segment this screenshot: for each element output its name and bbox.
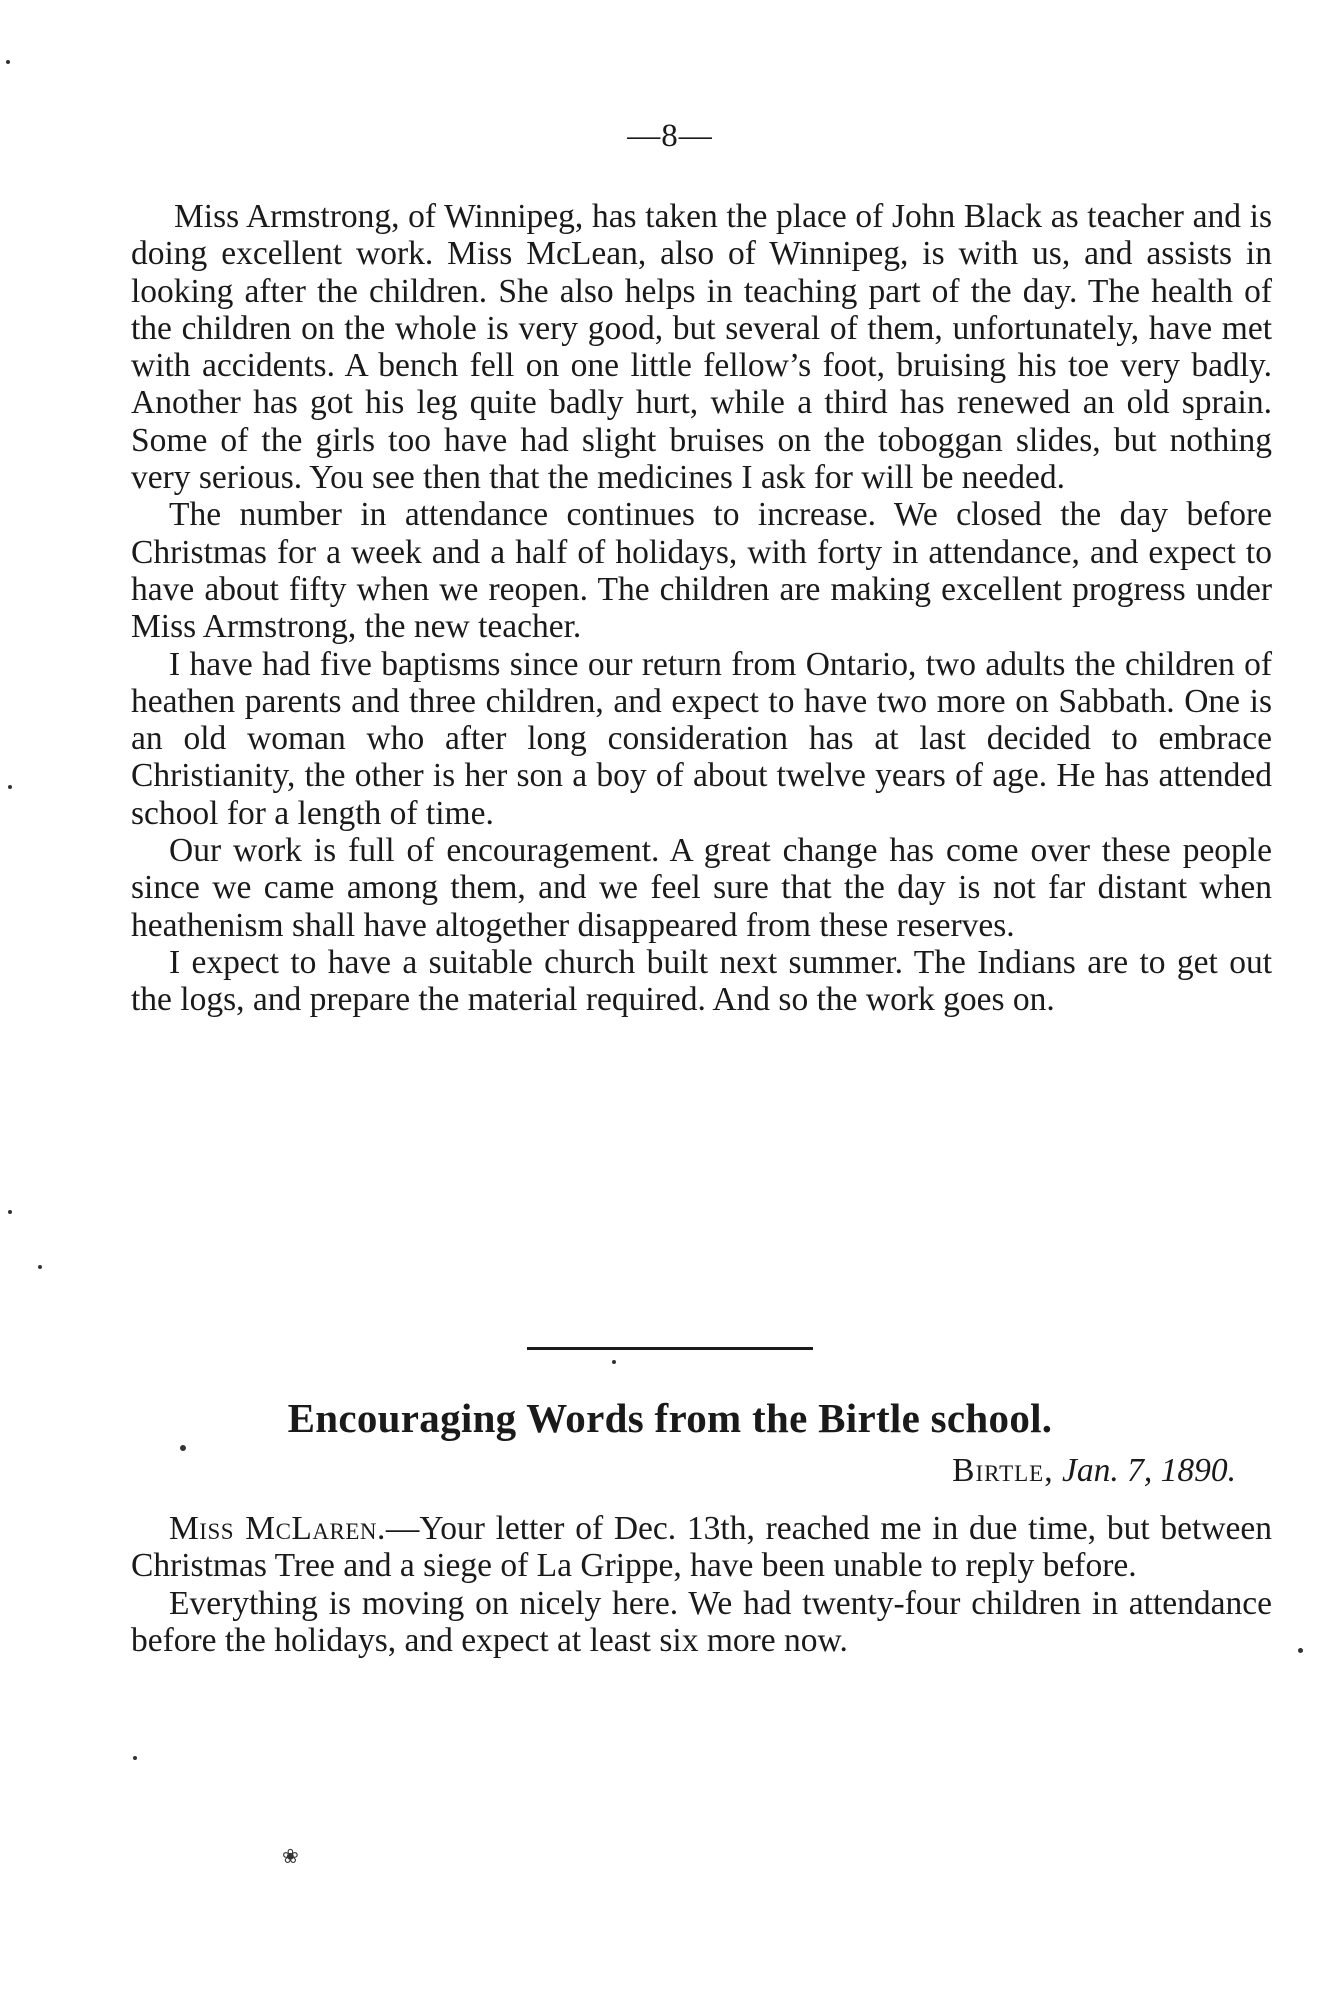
paragraph: Everything is moving on nicely here. We had twenty-four children in attendance before the holidays, and expect at least six more now. [131,1584,1272,1659]
paragraph: Our work is full of encouragement. A great change has come over these people since we came among them, and we feel sure that the day is not far distant when heathenism shall have altogether disappeared from these reserves. [131,832,1272,944]
page-number: —8— [627,118,713,154]
print-speck [612,1360,616,1364]
salutation: Miss McLaren. [169,1510,386,1547]
paragraph: Miss Armstrong, of Winnipeg, has taken the place of John Black as teacher and is doing excellent work. Miss McLean, also of Winnipeg, is with us, and assists in looking after the children. She also helps in teaching part of the day. The health of the children on the whole is very good, but several of them, unfortunately, have met with accidents. A bench fell on one little fellow’s foot, bruising his toe very badly. Another has got his leg quite badly hurt, while a third has renewed an old sprain. Some of the girls too have had slight bruises on the toboggan slides, but nothing very serious. You see then that the medicines I ask for will be needed. [131,198,1272,497]
print-speck [1298,1648,1303,1653]
print-speck [38,1265,42,1269]
section-heading: Encouraging Words from the Birtle school. [287,1395,1053,1441]
print-speck [8,785,12,789]
dateline-date: Jan. 7, 1890. [1062,1452,1236,1489]
print-speck [6,60,10,64]
paragraph-text: —Your letter of Dec. 13th, reached me in due time, but between Christmas Tree and a siege of La Grippe, have been unable to reply before. [131,1510,1272,1585]
letter-body [131,1510,1272,1659]
print-speck [8,1210,12,1214]
section-divider [527,1347,813,1350]
letter-body [131,198,1272,1019]
print-speck [180,1445,186,1451]
paragraph: I expect to have a suitable church built next summer. The Indians are to get out the logs, and prepare the material required. And so the work goes on. [131,943,1272,1019]
dateline-place: Birtle, [952,1452,1054,1489]
paragraph [131,1510,1272,1585]
printer-ornament: ❀ [282,1846,299,1868]
paragraph: I have had five baptisms since our return from Ontario, two adults the children of heathen parents and three children, and expect to have two more on Sabbath. One is an old woman who after long consideration has at last decided to embrace Christianity, the other is her son a boy of about twelve years of age. He has attended school for a length of time. [131,645,1272,832]
paragraph: The number in attendance continues to increase. We closed the day before Christmas for a week and a half of holidays, with forty in attendance, and expect to have about fifty when we reopen. The children are making excellent progress under Miss Armstrong, the new teacher. [131,496,1272,646]
print-speck [133,1756,137,1760]
dateline [952,1452,1236,1490]
